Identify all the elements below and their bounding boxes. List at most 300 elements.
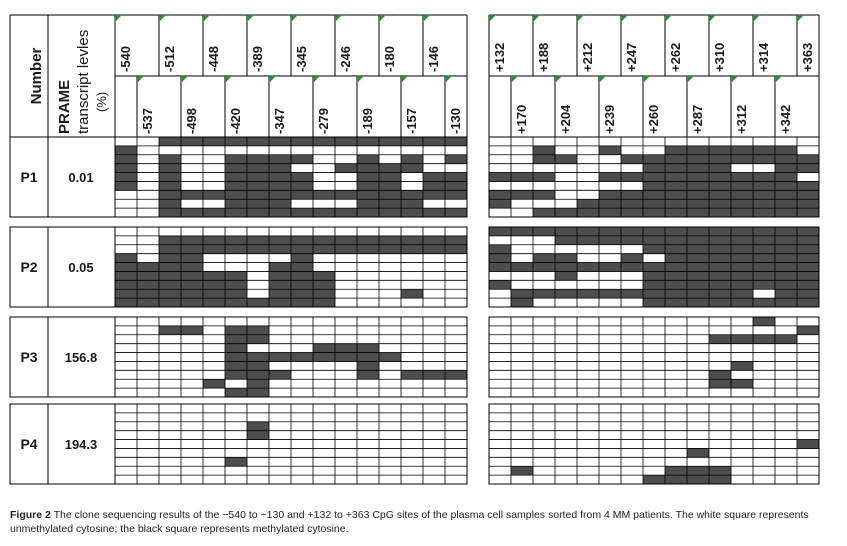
patient-p2-right-methylated-cell [797, 271, 819, 280]
patient-p2-left-methylated-cell [225, 298, 247, 307]
patient-p2-left-methylated-cell [291, 298, 313, 307]
patient-p2-right-methylated-cell [709, 254, 731, 263]
site-right-top-marker [797, 15, 804, 22]
patient-p2-right-methylated-cell [709, 280, 731, 289]
patient-p2-right-methylated-cell [775, 280, 797, 289]
patient-p1-left-methylated-cell [247, 199, 269, 208]
patient-p2-right-methylated-cell [797, 254, 819, 263]
patient-p3-right-methylated-cell [709, 370, 731, 379]
patient-p2-right-methylated-cell [599, 227, 621, 236]
patient-p2-right-methylated-cell [753, 227, 775, 236]
site-right-label: +287 [690, 104, 705, 134]
patient-p2-right-methylated-cell [621, 289, 643, 298]
patient-p2-left-methylated-cell [291, 263, 313, 272]
patient-p1-left-methylated-cell [445, 208, 467, 217]
patient-p1-right-methylated-cell [797, 190, 819, 199]
patient-p1-right-methylated-cell [643, 173, 665, 182]
patient-p1-left-methylated-cell [291, 137, 313, 146]
site-left-bottom-marker [445, 76, 452, 83]
patient-p1-right-methylated-cell [709, 208, 731, 217]
patient-p2-right-methylated-cell [731, 263, 753, 272]
patient-p2-right-methylated-cell [665, 227, 687, 236]
site-left-top-marker [379, 15, 386, 22]
patient-p1-left-methylated-cell [335, 164, 357, 173]
patient-p1-left-methylated-cell [115, 181, 137, 190]
patient-p1-right-methylated-cell [599, 208, 621, 217]
patient-p2-right-methylated-cell [775, 298, 797, 307]
patient-p2-right-methylated-cell [489, 227, 511, 236]
patient-p4-right-methylated-cell [665, 466, 687, 475]
patient-p2-right-methylated-cell [511, 227, 533, 236]
patient-p2-left-methylated-cell [137, 271, 159, 280]
patient-p1-right-methylated-cell [731, 199, 753, 208]
patient-p2-right-methylated-cell [797, 298, 819, 307]
site-right-label: +314 [756, 42, 771, 72]
site-left-label: -512 [162, 45, 177, 72]
site-left-label: -498 [184, 107, 199, 134]
patient-p1-right-methylated-cell [797, 164, 819, 173]
patient-p1-right-methylated-cell [533, 146, 555, 155]
patient-p1-left-methylated-cell [181, 137, 203, 146]
patient-p1-right-methylated-cell [489, 190, 511, 199]
patient-p1-right-methylated-cell [599, 173, 621, 182]
patient-p2-right-methylated-cell [709, 271, 731, 280]
patient-p2-right-methylated-cell [753, 254, 775, 263]
patient-p1-left-methylated-cell [225, 181, 247, 190]
patient-p2-right-methylated-cell [621, 236, 643, 245]
site-right-label: +363 [800, 42, 815, 72]
patient-p1-left-methylated-cell [357, 164, 379, 173]
patient-p2-left-methylated-cell [445, 245, 467, 254]
patient-p2-right-methylated-cell [555, 289, 577, 298]
patient-p2-right-methylated-cell [555, 263, 577, 272]
patient-p3-left-methylated-cell [225, 326, 247, 335]
site-right-label: +212 [580, 42, 595, 72]
patient-p2-right-methylated-cell [489, 245, 511, 254]
site-right-label: +312 [734, 104, 749, 134]
figure-caption-label: Figure 2 [10, 509, 51, 521]
patient-p1-left-methylated-cell [401, 164, 423, 173]
site-right-label: +204 [558, 104, 573, 134]
patient-p2-prame-level: 0.05 [68, 260, 94, 275]
patient-p2-right-methylated-cell [797, 263, 819, 272]
patient-p2-left-methylated-cell [291, 289, 313, 298]
patient-p2-left-methylated-cell [181, 280, 203, 289]
site-left-label: -146 [426, 45, 441, 72]
patient-p1-right-methylated-cell [665, 181, 687, 190]
patient-p2-left-methylated-cell [159, 254, 181, 263]
patient-p2-right-methylated-cell [687, 289, 709, 298]
patient-p2-right-methylated-cell [687, 280, 709, 289]
patient-p2-right-methylated-cell [709, 298, 731, 307]
patient-p1-right-methylated-cell [489, 173, 511, 182]
patient-p1-left-methylated-cell [115, 146, 137, 155]
patient-p1-left-methylated-cell [203, 190, 225, 199]
patient-p1-left-methylated-cell [401, 137, 423, 146]
patient-p1-left-methylated-cell [247, 137, 269, 146]
patient-p1-right-methylated-cell [687, 181, 709, 190]
patient-p4-right-grid-border [489, 404, 819, 484]
patient-p2-left-methylated-cell [401, 236, 423, 245]
patient-p1-right-methylated-cell [775, 146, 797, 155]
patient-p2-left-methylated-cell [181, 245, 203, 254]
patient-p4-right-methylated-cell [709, 466, 731, 475]
patient-p1-right-methylated-cell [599, 190, 621, 199]
patient-p1-right-methylated-cell [775, 173, 797, 182]
patient-p2-right-methylated-cell [665, 298, 687, 307]
site-right-bottom-marker [731, 76, 738, 83]
patient-p3-left-methylated-cell [203, 379, 225, 388]
patient-p1-left-methylated-cell [445, 190, 467, 199]
patient-p2-right-methylated-cell [511, 298, 533, 307]
patient-p2-right-methylated-cell [665, 289, 687, 298]
patient-p1-left-methylated-cell [357, 208, 379, 217]
patient-p1-left-methylated-cell [181, 208, 203, 217]
site-left-bottom-marker [313, 76, 320, 83]
patient-p1-left-methylated-cell [269, 164, 291, 173]
patient-p1-right-methylated-cell [753, 190, 775, 199]
patient-p2-right-methylated-cell [687, 254, 709, 263]
patient-p2-right-methylated-cell [775, 289, 797, 298]
patient-p1-left-methylated-cell [269, 190, 291, 199]
patient-p3-left-methylated-cell [225, 388, 247, 397]
patient-p1-right-methylated-cell [665, 146, 687, 155]
patient-p2-right-methylated-cell [797, 289, 819, 298]
patient-p1-right-methylated-cell [533, 208, 555, 217]
patient-p2-right-methylated-cell [753, 236, 775, 245]
patient-p1-right-methylated-cell [665, 173, 687, 182]
patient-p2-right-methylated-cell [533, 254, 555, 263]
patient-p4-right-methylated-cell [709, 475, 731, 484]
patient-p1-right-methylated-cell [533, 190, 555, 199]
patient-p2-right-methylated-cell [643, 245, 665, 254]
site-left-label: -540 [118, 45, 133, 72]
patient-p2-left-methylated-cell [269, 263, 291, 272]
patient-p2-left-methylated-cell [115, 289, 137, 298]
patient-p2-left-methylated-cell [247, 298, 269, 307]
patient-p2-left-methylated-cell [225, 289, 247, 298]
site-left-label: -448 [206, 45, 221, 72]
patient-p2-right-methylated-cell [621, 227, 643, 236]
patient-p3-left-methylated-cell [181, 326, 203, 335]
patient-p1-right-methylated-cell [797, 155, 819, 164]
patient-p1-left-methylated-cell [379, 199, 401, 208]
patient-p3-left-methylated-cell [247, 388, 269, 397]
patient-p2-left-methylated-cell [445, 236, 467, 245]
patient-p1-right-methylated-cell [555, 208, 577, 217]
patient-p2-right-methylated-cell [643, 236, 665, 245]
patient-p3-left-methylated-cell [357, 344, 379, 353]
site-left-top-marker [203, 15, 210, 22]
patient-p1-left-methylated-cell [269, 137, 291, 146]
patient-p2-left-methylated-cell [357, 245, 379, 254]
patient-p3-left-methylated-cell [247, 361, 269, 370]
site-right-top-marker [665, 15, 672, 22]
patient-p2-right-methylated-cell [665, 271, 687, 280]
site-left-bottom-marker [401, 76, 408, 83]
patient-p3-right-grid-border [489, 317, 819, 397]
patient-p2-left-methylated-cell [115, 280, 137, 289]
patient-p2-right-methylated-cell [599, 263, 621, 272]
patient-p4-prame-level: 194.3 [64, 437, 98, 452]
patient-p1-left-methylated-cell [115, 173, 137, 182]
patient-p1-left-methylated-cell [401, 155, 423, 164]
patient-p2-left-methylated-cell [159, 236, 181, 245]
patient-p2-left-methylated-cell [181, 254, 203, 263]
patient-p1-left-methylated-cell [335, 137, 357, 146]
patient-p2-right-methylated-cell [797, 236, 819, 245]
patient-p2-left-methylated-cell [291, 254, 313, 263]
patient-p2-left-methylated-cell [159, 298, 181, 307]
patient-p3-left-methylated-cell [423, 370, 445, 379]
patient-p1-right-methylated-cell [797, 181, 819, 190]
patient-p1-prame-level: 0.01 [68, 170, 94, 185]
patient-p4-right-methylated-cell [687, 466, 709, 475]
patient-p1-left-methylated-cell [247, 155, 269, 164]
patient-p2-right-methylated-cell [731, 227, 753, 236]
patient-p1-left-methylated-cell [357, 199, 379, 208]
patient-p1-right-methylated-cell [643, 181, 665, 190]
patient-p2-right-methylated-cell [753, 271, 775, 280]
site-left-label: -180 [382, 45, 397, 72]
site-right-label: +188 [536, 42, 551, 72]
site-left-label: -347 [272, 107, 287, 134]
patient-p1-left-methylated-cell [445, 155, 467, 164]
patient-p3-left-methylated-cell [313, 344, 335, 353]
patient-p2-left-methylated-cell [137, 298, 159, 307]
patient-p1-left-methylated-cell [203, 137, 225, 146]
patient-p1-left-methylated-cell [115, 155, 137, 164]
patient-p1-right-methylated-cell [621, 190, 643, 199]
patient-p1-right-methylated-cell [643, 164, 665, 173]
patient-p1-right-methylated-cell [665, 190, 687, 199]
patient-p2-left-methylated-cell [181, 289, 203, 298]
patient-p2-right-methylated-cell [599, 289, 621, 298]
patient-p3-left-methylated-cell [335, 353, 357, 362]
site-right-bottom-marker [643, 76, 650, 83]
patient-p1-right-methylated-cell [775, 181, 797, 190]
patient-p2-left-methylated-cell [335, 245, 357, 254]
patient-p1-left-methylated-cell [313, 208, 335, 217]
patient-p1-right-methylated-cell [643, 190, 665, 199]
patient-p1-left-methylated-cell [357, 181, 379, 190]
patient-p2-right-methylated-cell [709, 245, 731, 254]
patient-p2-left-methylated-cell [291, 245, 313, 254]
site-left-top-marker [115, 15, 122, 22]
patient-p2-right-methylated-cell [643, 298, 665, 307]
patient-p2-right-methylated-cell [489, 254, 511, 263]
patient-p3-left-methylated-cell [269, 370, 291, 379]
patient-p3-right-methylated-cell [731, 379, 753, 388]
patient-p1-right-methylated-cell [687, 208, 709, 217]
patient-p2-left-methylated-cell [379, 236, 401, 245]
site-left-bottom-marker [357, 76, 364, 83]
patient-p1-left-methylated-cell [379, 181, 401, 190]
patient-p3-left-methylated-cell [357, 361, 379, 370]
patient-p1-left-methylated-cell [291, 208, 313, 217]
patient-p2-right-methylated-cell [511, 263, 533, 272]
patient-p1-left-methylated-cell [225, 199, 247, 208]
patient-p1-right-methylated-cell [533, 155, 555, 164]
patient-p1-left-methylated-cell [269, 155, 291, 164]
patient-p2-left-methylated-cell [357, 236, 379, 245]
patient-p3-right-methylated-cell [753, 317, 775, 326]
patient-p1-left-methylated-cell [225, 155, 247, 164]
patient-p1-left-methylated-cell [445, 181, 467, 190]
patient-p1-left-methylated-cell [423, 208, 445, 217]
patient-p1-left-methylated-cell [291, 181, 313, 190]
patient-p1-left-methylated-cell [423, 181, 445, 190]
patient-p1-left-methylated-cell [357, 155, 379, 164]
patient-p2-left-methylated-cell [203, 236, 225, 245]
patient-p1-right-methylated-cell [753, 199, 775, 208]
patient-p2-right-methylated-cell [687, 298, 709, 307]
patient-p1-right-methylated-cell [643, 155, 665, 164]
patient-p2-left-methylated-cell [225, 245, 247, 254]
patient-p4-left-methylated-cell [225, 457, 247, 466]
patient-p1-right-methylated-cell [621, 173, 643, 182]
site-left-top-marker [423, 15, 430, 22]
patient-p1-right-methylated-cell [753, 146, 775, 155]
patient-p3-left-methylated-cell [269, 353, 291, 362]
patient-p1-left-methylated-cell [401, 199, 423, 208]
site-left-label: -279 [316, 107, 331, 134]
patient-p2-left-methylated-cell [203, 271, 225, 280]
patient-p1-left-methylated-cell [335, 208, 357, 217]
patient-p1-right-methylated-cell [775, 208, 797, 217]
patient-p1-left-methylated-cell [269, 173, 291, 182]
patient-p3-prame-level: 156.8 [64, 350, 98, 365]
patient-p1-right-methylated-cell [709, 181, 731, 190]
patient-p4-right-methylated-cell [643, 475, 665, 484]
patient-p2-right-methylated-cell [533, 289, 555, 298]
patient-p2-left-methylated-cell [225, 271, 247, 280]
patient-p2-right-methylated-cell [511, 289, 533, 298]
patient-p2-right-methylated-cell [753, 245, 775, 254]
site-right-label: +170 [514, 104, 529, 134]
patient-p2-left-methylated-cell [401, 289, 423, 298]
patient-p2-left-methylated-cell [159, 245, 181, 254]
patient-p1-right-methylated-cell [709, 199, 731, 208]
site-right-label: +239 [602, 104, 617, 134]
patient-p1-right-methylated-cell [533, 173, 555, 182]
patient-p2-right-methylated-cell [555, 227, 577, 236]
site-left-top-marker [247, 15, 254, 22]
patient-p2-left-methylated-cell [291, 280, 313, 289]
patient-p3-right-methylated-cell [731, 335, 753, 344]
patient-p2-right-methylated-cell [621, 263, 643, 272]
patient-p1-right-methylated-cell [753, 155, 775, 164]
patient-p2-right-methylated-cell [709, 227, 731, 236]
patient-p1-right-methylated-cell [797, 208, 819, 217]
patient-p2-right-methylated-cell [577, 236, 599, 245]
patient-p2-right-methylated-cell [731, 289, 753, 298]
patient-p1-right-methylated-cell [599, 199, 621, 208]
patient-p2-right-methylated-cell [555, 254, 577, 263]
patient-p2-right-methylated-cell [643, 271, 665, 280]
patient-p2-left-methylated-cell [291, 271, 313, 280]
patient-p1-left-methylated-cell [159, 173, 181, 182]
site-left-label: -420 [228, 107, 243, 134]
patient-p1-right-methylated-cell [731, 146, 753, 155]
site-left-label: -389 [250, 45, 265, 72]
patient-p2-right-methylated-cell [709, 289, 731, 298]
patient-p1-right-methylated-cell [687, 146, 709, 155]
patient-p2-right-methylated-cell [533, 227, 555, 236]
patient-p1-right-methylated-cell [665, 199, 687, 208]
site-left-label: -537 [140, 107, 155, 134]
patient-p2-left-methylated-cell [313, 280, 335, 289]
patient-p2-left-methylated-cell [269, 245, 291, 254]
patient-p1-right-methylated-cell [555, 155, 577, 164]
patient-p2-right-methylated-cell [577, 289, 599, 298]
patient-p3-left-methylated-cell [291, 353, 313, 362]
patient-p2-left-methylated-cell [313, 271, 335, 280]
patient-p2-left-methylated-cell [269, 289, 291, 298]
patient-p2-right-methylated-cell [731, 280, 753, 289]
prame-header-unit: (%) [94, 91, 109, 112]
patient-p1-right-methylated-cell [731, 190, 753, 199]
site-left-label: -157 [404, 107, 419, 134]
patient-p2-left-methylated-cell [423, 245, 445, 254]
patient-p2-right-methylated-cell [775, 271, 797, 280]
site-right-bottom-marker [687, 76, 694, 83]
patient-p1-right-methylated-cell [775, 190, 797, 199]
patient-p1-right-methylated-cell [665, 208, 687, 217]
patient-p2-left-methylated-cell [225, 236, 247, 245]
patient-p2-right-methylated-cell [775, 263, 797, 272]
patient-p3-right-methylated-cell [709, 379, 731, 388]
patient-p2-right-methylated-cell [731, 298, 753, 307]
patient-p3-left-methylated-cell [225, 353, 247, 362]
patient-p2-right-methylated-cell [753, 280, 775, 289]
patient-p2-right-methylated-cell [665, 263, 687, 272]
site-left-top-marker [335, 15, 342, 22]
patient-p1-left-methylated-cell [423, 190, 445, 199]
patient-p2-left-methylated-cell [423, 236, 445, 245]
patient-p2-left-methylated-cell [159, 271, 181, 280]
site-right-top-marker [489, 15, 496, 22]
patient-p4-left-methylated-cell [247, 422, 269, 431]
site-right-label: +132 [492, 42, 507, 72]
patient-p4-left-methylated-cell [247, 431, 269, 440]
patient-p3-right-methylated-cell [775, 335, 797, 344]
patient-p3-left-methylated-cell [357, 370, 379, 379]
site-right-bottom-marker [511, 76, 518, 83]
patient-p1-right-methylated-cell [753, 173, 775, 182]
patient-p1-right-methylated-cell [621, 155, 643, 164]
patient-p2-right-methylated-cell [797, 227, 819, 236]
patient-p1-left-methylated-cell [445, 137, 467, 146]
patient-p1-left-methylated-cell [159, 164, 181, 173]
number-header-label: Number [28, 47, 45, 105]
patient-p1-left-methylated-cell [115, 164, 137, 173]
patient-p2-left-methylated-cell [203, 280, 225, 289]
site-right-top-marker [621, 15, 628, 22]
patient-p1-right-methylated-cell [489, 199, 511, 208]
patient-p2-left-methylated-cell [115, 263, 137, 272]
patient-p1-right-methylated-cell [511, 173, 533, 182]
patient-p1-right-methylated-cell [709, 173, 731, 182]
site-left-label: -345 [294, 45, 309, 72]
patient-p2-right-methylated-cell [665, 245, 687, 254]
patient-p1-left-methylated-cell [159, 181, 181, 190]
patient-p1-left-methylated-cell [247, 190, 269, 199]
patient-p1-left-methylated-cell [379, 173, 401, 182]
patient-p1-left-methylated-cell [379, 164, 401, 173]
patient-p2-left-methylated-cell [269, 271, 291, 280]
patient-p2-left-methylated-cell [203, 298, 225, 307]
